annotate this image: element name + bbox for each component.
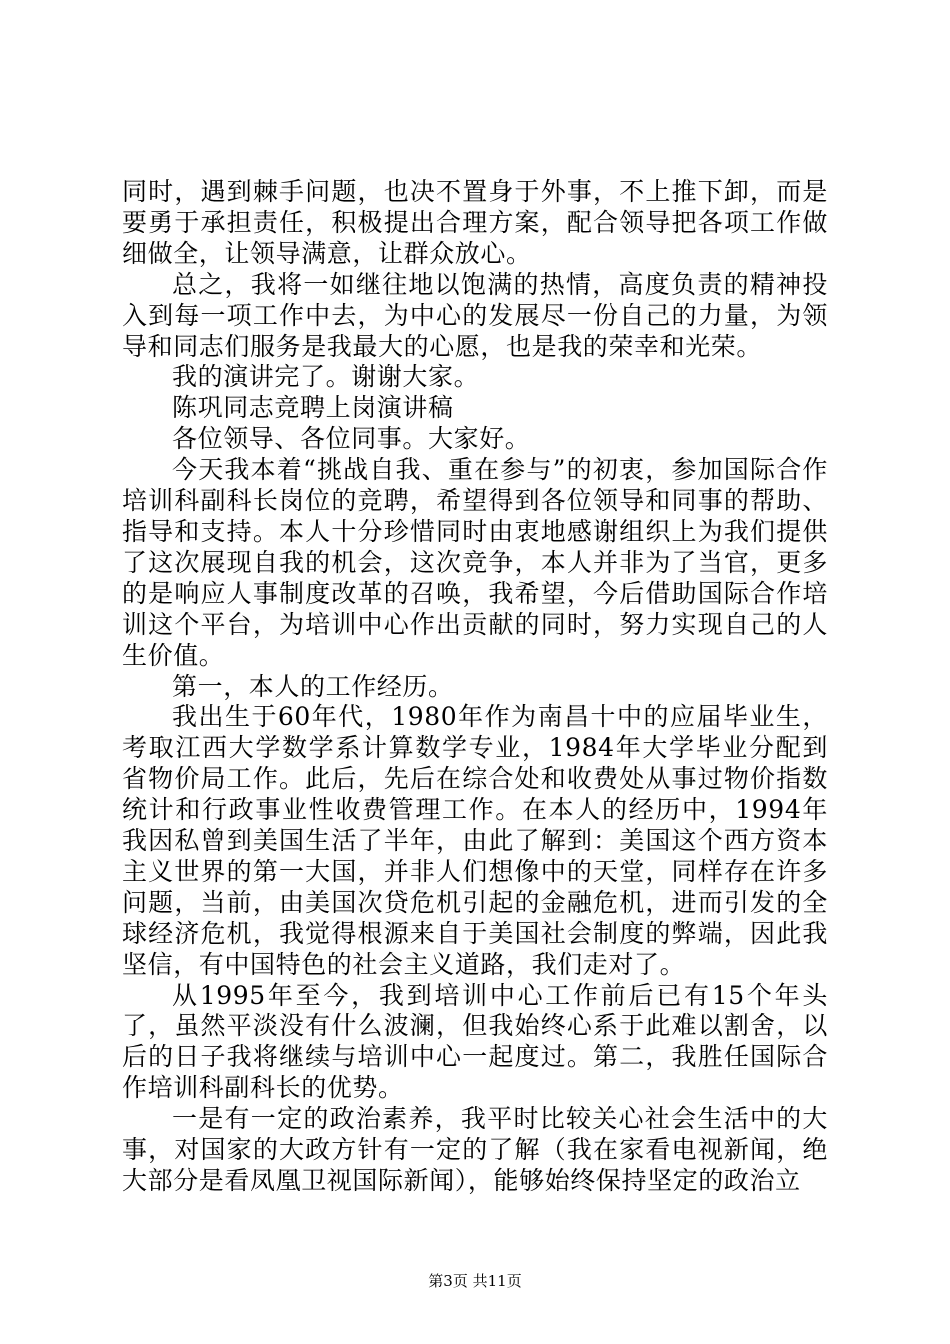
heading-work-history: 第一，本人的工作经历。 — [172, 671, 454, 701]
paragraph-9: 一是有一定的政治素养，我平时比较关心社会生活中的大事，对国家的大政方针有一定的了解（我在家看电视新闻，绝大部分是看凤凰卫视国际新闻），能够始终保持坚定的政治立 — [122, 1104, 828, 1195]
page-number: 第3页 共11页 — [428, 1272, 522, 1290]
paragraph-1: 总之，我将一如继往地以饱满的热情，高度负责的精神投入到每一项工作中去，为中心的发展尽一份自己的力量，为领导和同志们服务是我最大的心愿，也是我的荣幸和光荣。 — [122, 269, 828, 361]
paragraph-5: 今天我本着“挑战自我、重在参与”的初衷，参加国际合作培训科副科长岗位的竞聘，希望得到各位领导和同事的帮助、指导和支持。本人十分珍惜同时由衷地感谢组织上为我们提供了这次展现自我的机会，这次竞争，本人并非为了当官，更多的是响应人事制度改革的召唤，我希望，今后借助国际合作培训这个平台，为培训中心作出贡献的同时，努力实现自己的人生价值。 — [122, 455, 828, 670]
paragraph-2: 我的演讲完了。谢谢大家。 — [172, 362, 480, 392]
paragraph-8: 从1995年至今，我到培训中心工作前后已有15个年头了，虽然平淡没有什么波澜，但我始终心系于此难以割舍，以后的日子我将继续与培训中心一起度过。第二，我胜任国际合作培训科副科长的优势。 — [122, 980, 828, 1103]
section-title: 陈巩同志竞聘上岗演讲稿 — [172, 393, 454, 423]
paragraph-0: 同时，遇到棘手问题，也决不置身于外事，不上推下卸，而是要勇于承担责任，积极提出合理方案，配合领导把各项工作做细做全，让领导满意，让群众放心。 — [122, 177, 828, 268]
greeting: 各位领导、各位同事。大家好。 — [172, 424, 531, 454]
document-body — [122, 177, 828, 1197]
paragraph-7: 我出生于60年代，1980年作为南昌十中的应届毕业生，考取江西大学数学系计算数学专业，1984年大学毕业分配到省物价局工作。此后，先后在综合处和收费处从事过物价指数统计和行政事业性收费管理工作。在本人的经历中，1994年我因私曾到美国生活了半年，由此了解到：美国这个西方资本主义世界的第一大国，并非人们想像中的天堂，同样存在许多问题，当前，由美国次贷危机引起的金融危机，进而引发的全球经济危机，我觉得根源来自于美国社会制度的弊端，因此我坚信，有中国特色的社会主义道路，我们走对了。 — [122, 702, 828, 979]
